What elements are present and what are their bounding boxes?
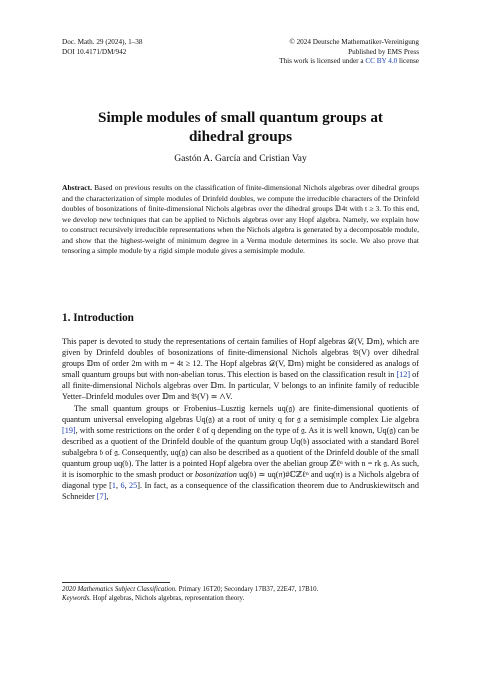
paper-title: Simple modules of small quantum groups at dihedral groups <box>98 109 383 145</box>
intro-body <box>62 336 419 502</box>
keywords-line <box>62 594 419 603</box>
paragraph-text: uq(𝔟) ≃ uq(𝔫)#ℂℤℓⁿ and uq(𝔫) is a Nichols algebra of diagonal type [ <box>62 470 419 491</box>
paragraph-text: , with some restrictions on the order ℓ of q depending on the type of 𝔤. As it is well known, Uq(𝔤) can be described as a quotient of the Drinfeld double of the quantum group Uq(𝔟) associated with a standard Borel subalgebra 𝔟 of 𝔤. Consequently, uq(𝔤) can also be described as a quotient of the Drinfeld double of the small quantum group uq(𝔟). The latter is a pointed Hopf algebra over the abelian group ℤℓⁿ with n = rk 𝔤. As such, it is isomorphic to the smash product or <box>62 425 419 480</box>
keywords-label: Keywords. <box>62 595 92 603</box>
license-link[interactable]: CC BY 4.0 <box>365 57 398 66</box>
separator: , <box>124 481 130 491</box>
abstract-text: Based on previous results on the classification of finite-dimensional Nichols algebras over dihedral groups and the characterization of simple modules of Drinfeld doubles, we compute the irreducible characters of the Drinfeld doubles of bosonizations of finite-dimensional Nichols algebras over the dihedral groups 𝔻4t with t ≥ 3. To this end, we develop new techniques that can be applied to Nichols algebras over any Hopf algebra. Namely, we explain how to construct recursively irreducible representations when the Nichols algebra is generated by a decomposable module, and show that the highest-weight of minimum degree in a Verma module determines its socle. We also prove that tensoring a simple module by a rigid simple module gives a semisimple module. <box>62 183 419 255</box>
citation-link[interactable]: [19] <box>62 425 76 435</box>
paragraph-text: , <box>106 492 109 502</box>
paragraph-text: ]. In fact, as a consequence of the classification theorem due to Andruskiewitsch and Schneider <box>62 481 419 502</box>
footnote <box>62 585 419 604</box>
msc-text: Primary 16T20; Secondary 17B37, 22E47, 17B10. <box>178 586 319 593</box>
footnote-rule <box>62 582 170 583</box>
paragraph <box>62 403 419 503</box>
paragraph-text: The small quantum groups or Frobenius–Lusztig kernels uq(𝔤) are finite-dimensional quotients of quantum universal enveloping algebras Uq(𝔤) at a root of unity q for 𝔤 a semisimple complex Lie algebra <box>62 403 419 424</box>
keywords-text: Hopf algebras, Nichols algebras, representation theory. <box>92 595 245 603</box>
paragraph-text: of all finite-dimensional Nichols algebras over 𝔻m. In particular, V belongs to an infinite family of reducible Yetter–Drinfeld modules over 𝔻m and 𝔅(V) ≃ ⋀V. <box>62 370 419 402</box>
citation-link[interactable]: 6 <box>120 481 125 491</box>
journal-header-right <box>279 38 419 67</box>
doi: DOI 10.4171/DM/942 <box>62 47 127 56</box>
emphasis: bosonization <box>194 470 237 480</box>
license-suffix: license <box>399 57 419 66</box>
separator: , <box>115 481 121 491</box>
authors: Gastón A. García and Cristian Vay <box>174 153 307 164</box>
abstract-label: Abstract. <box>62 183 92 192</box>
section-heading: 1. Introduction <box>62 312 134 324</box>
license-prefix: This work is licensed under a <box>279 57 364 66</box>
journal-header-left <box>62 38 142 57</box>
citation-link[interactable]: [7] <box>96 492 107 502</box>
paragraph-text: This paper is devoted to study the representations of certain families of Hopf algebras 𝒟(V, 𝔻m), which are given by Drinfeld doubles of bosonizations of finite-dimensional Nichols algebras 𝔅(V) over dihedral groups 𝔻m of order 2m with m = 4t ≥ 12. The Hopf algebras 𝒟(V, 𝔻m) might be considered as analogs of small quantum groups but with non-abelian torus. This election is based on the classification result in <box>62 337 419 380</box>
license-line <box>279 57 419 67</box>
citation-link[interactable]: 1 <box>111 481 116 491</box>
abstract <box>62 183 419 257</box>
paragraph <box>62 336 419 403</box>
msc-label: 2020 Mathematics Subject Classification. <box>62 586 177 593</box>
journal-citation: Doc. Math. 29 (2024), 1–38 <box>62 38 143 46</box>
msc-line <box>62 585 419 594</box>
publisher-line: Published by EMS Press <box>348 47 419 56</box>
copyright-line: © 2024 Deutsche Mathematiker-Vereinigung <box>289 38 419 46</box>
citation-link[interactable]: [12] <box>396 370 411 380</box>
citation-link[interactable]: 25 <box>129 481 138 491</box>
